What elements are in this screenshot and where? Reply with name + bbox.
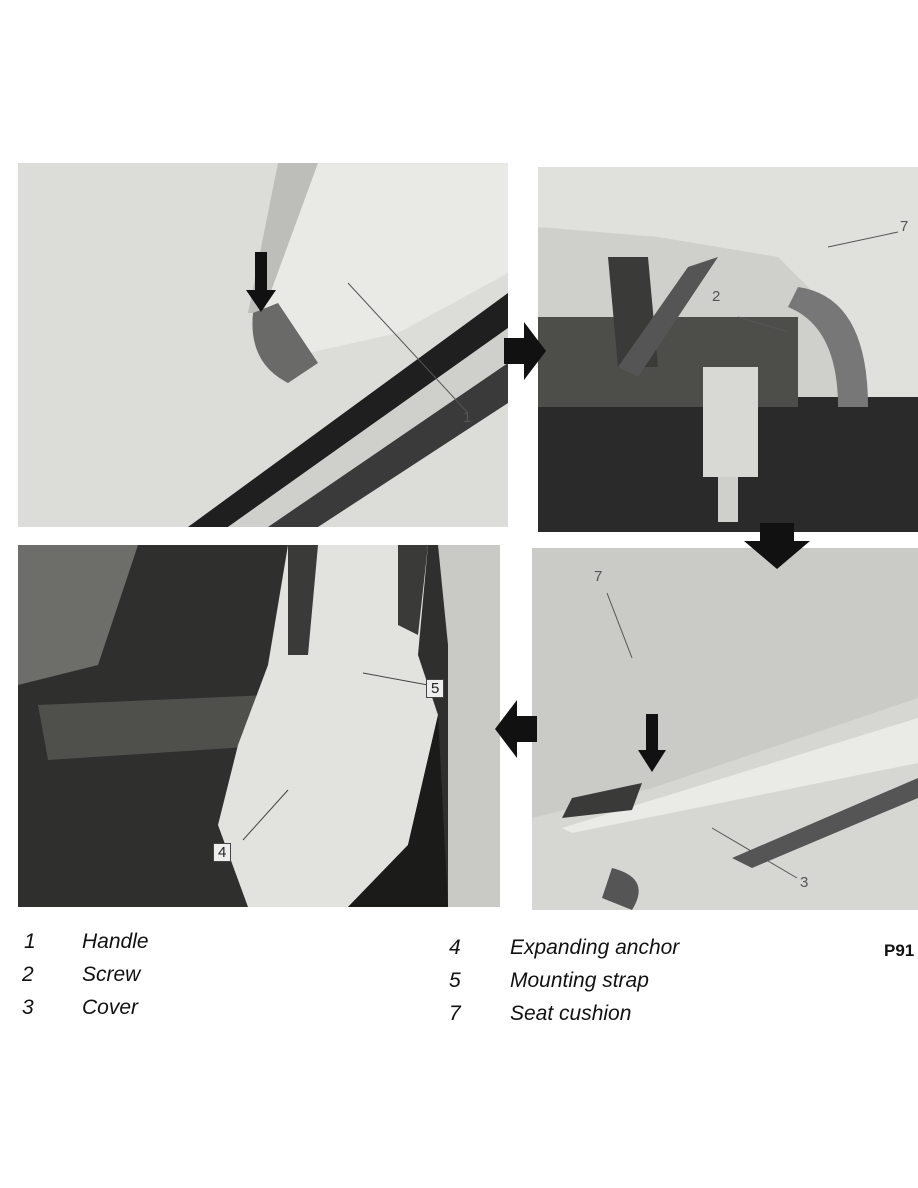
legend-label: Seat cushion [510,1002,632,1025]
legend-number: 7 [449,1002,461,1025]
arrow-down-icon [246,252,276,317]
callout-label: 1 [463,409,472,426]
legend-number: 3 [22,996,34,1019]
legend-label: Screw [82,963,141,986]
legend-label: Cover [82,996,139,1019]
legend-label: Handle [82,930,149,953]
callout-label: 7 [594,568,603,585]
photo-panel-top-left [18,163,508,527]
legend-label: Mounting strap [510,969,649,992]
legend-label: Expanding anchor [510,936,680,959]
legend-number: 5 [449,969,461,992]
callout-label: 4 [213,843,231,862]
callout-label: 3 [800,874,809,891]
arrow-down-icon [638,714,666,777]
legend-number: 1 [24,930,36,953]
arrow-left-icon [495,700,537,763]
page-code: P91 [884,941,915,960]
legend-number: 2 [22,963,34,986]
callout-label: 2 [712,288,721,305]
arrow-down-icon [744,523,810,574]
callout-label: 5 [426,679,444,698]
arrow-right-icon [504,322,546,385]
photo-panel-bottom-right [532,548,918,910]
callout-label: 7 [900,218,909,235]
legend-number: 4 [449,936,461,959]
photo-panel-top-right [538,167,918,532]
photo-panel-bottom-left [18,545,500,907]
